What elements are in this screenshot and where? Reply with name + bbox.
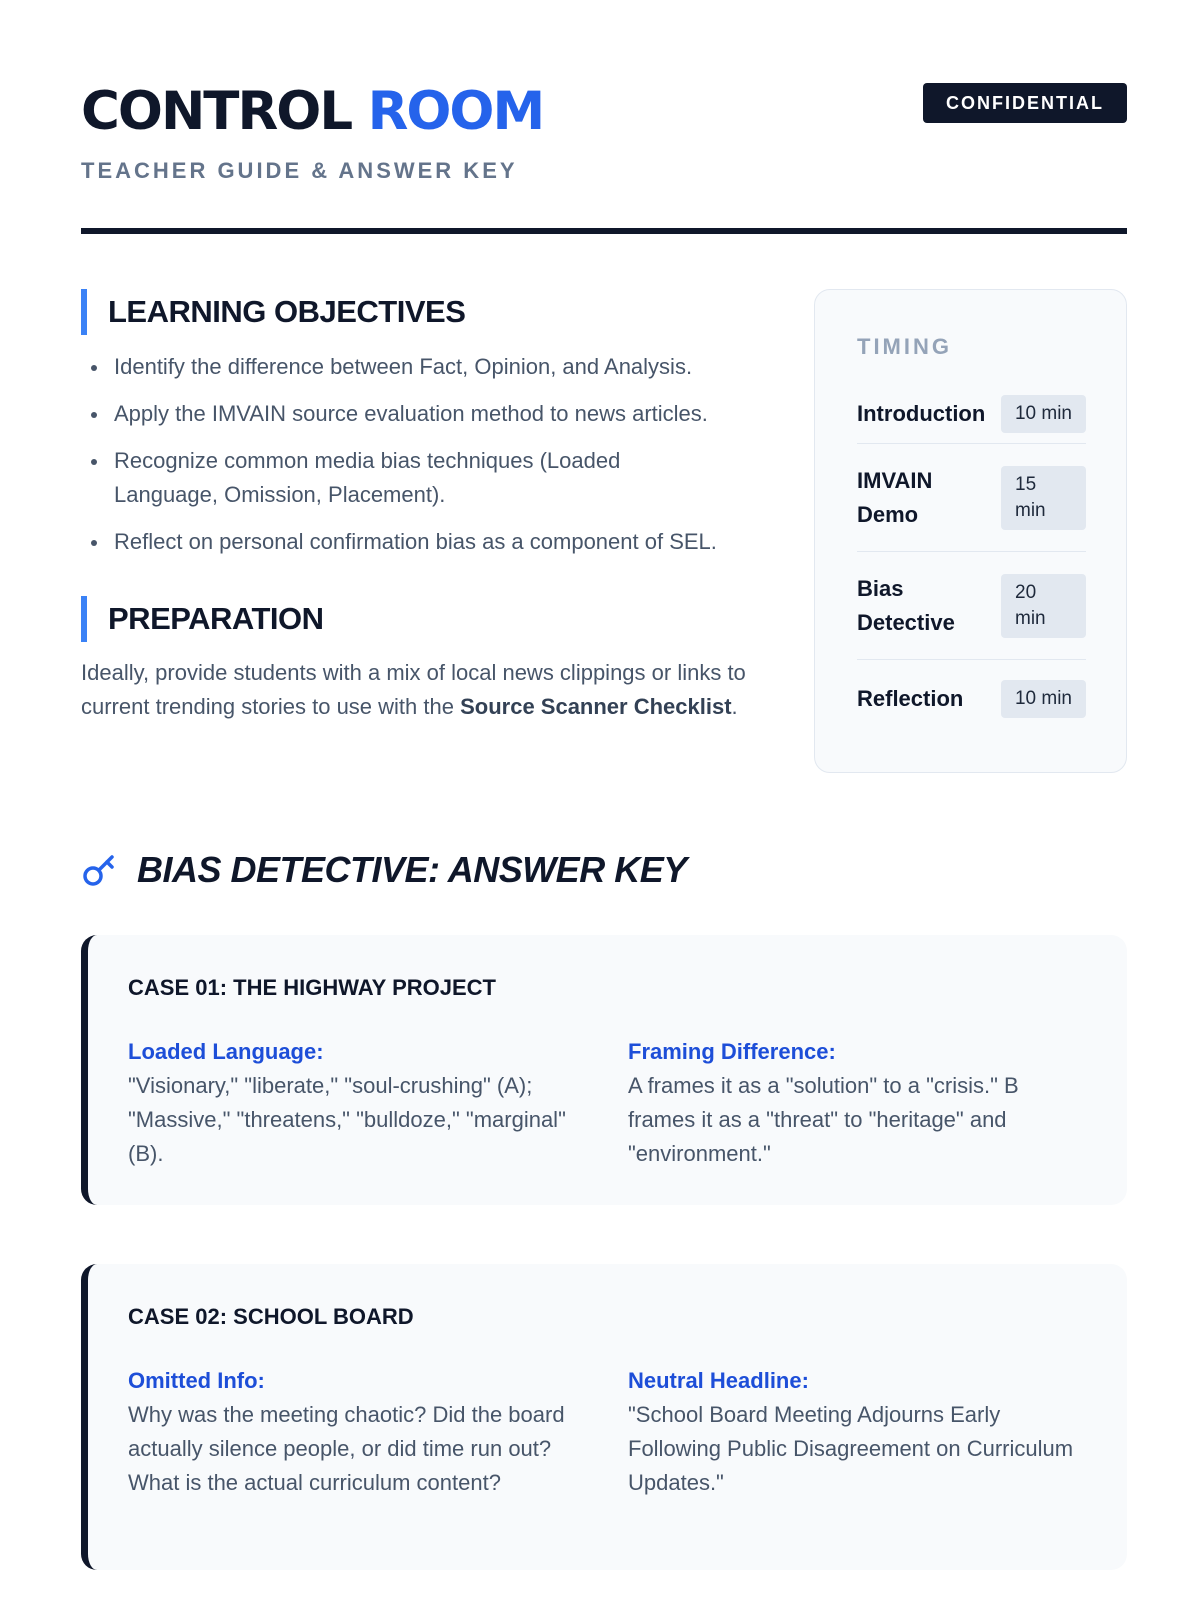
case-column-right [628, 1364, 1083, 1500]
header-divider [81, 228, 1127, 234]
document-header [81, 80, 1127, 235]
preparation-text-end: . [731, 694, 738, 719]
timing-row [857, 384, 1086, 444]
preparation-heading-text: PREPARATION [108, 601, 324, 636]
objectives-heading-text: LEARNING OBJECTIVES [108, 294, 466, 329]
source-scanner-checklist: Source Scanner Checklist [460, 694, 732, 719]
timing-title: TIMING [857, 334, 952, 359]
objectives-list [81, 350, 781, 572]
list-item: Reflect on personal confirmation bias as a component of SEL. [81, 525, 781, 559]
case-text: A frames it as a "solution" to a "crisis." B frames it as a "threat" to "heritage" and "environment." [628, 1073, 1019, 1166]
case-label: Omitted Info: [128, 1368, 265, 1393]
case-card [81, 1264, 1127, 1570]
section-accent-bar [81, 596, 87, 642]
timing-duration: 10 min [1001, 395, 1086, 433]
case-text: Why was the meeting chaotic? Did the board actually silence people, or did time run out? What is the actual curriculum content? [128, 1402, 565, 1495]
timing-activity: Reflection [857, 686, 964, 711]
case-label: Loaded Language: [128, 1039, 324, 1064]
list-item: Recognize common media bias techniques (Loaded Language, Omission, Placement). [81, 444, 681, 512]
case-text: "School Board Meeting Adjourns Early Following Public Disagreement on Curriculum Updates." [628, 1402, 1074, 1495]
timing-activity: Bias Detective [857, 575, 955, 635]
confidential-badge: CONFIDENTIAL [923, 83, 1127, 123]
key-icon [81, 852, 117, 888]
case-column-left [128, 1364, 583, 1500]
timing-duration: 20 min [1001, 574, 1086, 638]
case-column-left [128, 1035, 583, 1171]
case-label: Neutral Headline: [628, 1368, 809, 1393]
case-text: "Visionary," "liberate," "soul-crushing" (A); "Massive," "threatens," "bulldoze," "marginal" (B). [128, 1073, 566, 1166]
list-item: Identify the difference between Fact, Opinion, and Analysis. [81, 350, 781, 384]
answer-key-heading [81, 845, 687, 895]
list-item: Apply the IMVAIN source evaluation method to news articles. [81, 397, 781, 431]
case-label: Framing Difference: [628, 1039, 836, 1064]
preparation-heading [81, 596, 324, 642]
case-card [81, 935, 1127, 1205]
case-title: CASE 01: THE HIGHWAY PROJECT [128, 975, 496, 1000]
timing-activity: IMVAIN Demo [857, 467, 933, 527]
page-subtitle: TEACHER GUIDE & ANSWER KEY [81, 158, 518, 183]
timing-duration: 15 min [1001, 466, 1086, 530]
preparation-text-start: Ideally, provide students with a mix of local news clippings or links to current trending stories to use with the [81, 660, 746, 719]
title-main: CONTROL [81, 81, 352, 142]
preparation-text [81, 656, 761, 724]
timing-row [857, 552, 1086, 660]
timing-activity: Introduction [857, 400, 986, 426]
section-accent-bar [81, 289, 87, 335]
page-title [81, 81, 544, 142]
title-accent: ROOM [367, 81, 544, 142]
timing-card [814, 289, 1127, 773]
objectives-heading [81, 289, 465, 335]
timing-row [857, 444, 1086, 552]
case-column-right [628, 1035, 1083, 1171]
case-title: CASE 02: SCHOOL BOARD [128, 1304, 414, 1329]
answer-key-title: BIAS DETECTIVE: ANSWER KEY [137, 849, 687, 890]
timing-row [857, 660, 1086, 738]
timing-duration: 10 min [1001, 680, 1086, 718]
